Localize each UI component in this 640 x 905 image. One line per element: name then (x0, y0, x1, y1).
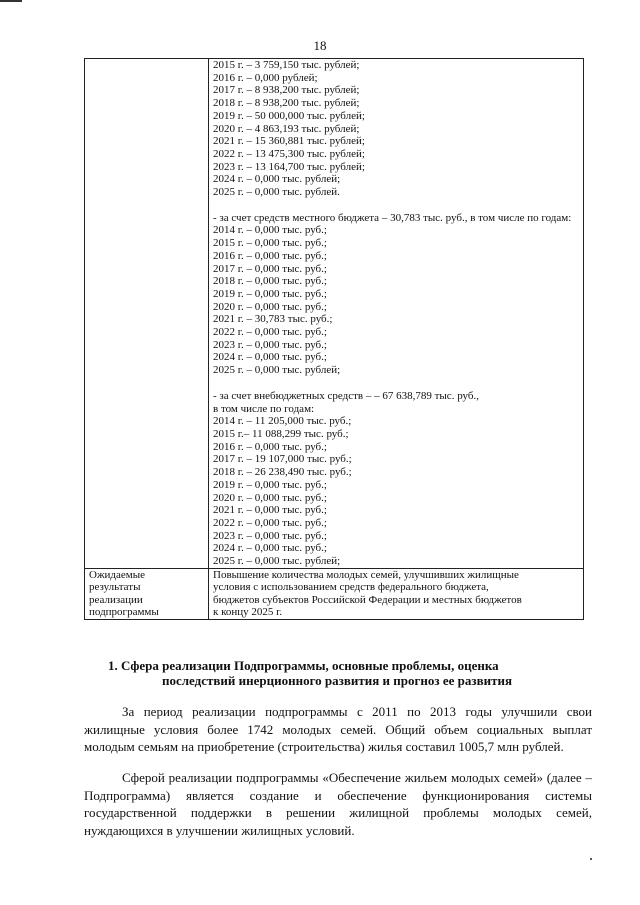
year-line: 2018 г. – 8 938,200 тыс. рублей; (213, 97, 360, 110)
paragraph-scope: Сферой реализации подпрограммы «Обеспечение жильем молодых семей» (далее – Подпрограмма) является создание и обеспечение функционирования системы государственной поддержки в решении жилищной проблемы молодых семей, нуждающихся в улучшении жилищных условий. (84, 770, 592, 838)
year-line: 2017 г. – 0,000 тыс. руб.; (213, 262, 327, 275)
results-text-line: к концу 2025 г. (213, 606, 283, 619)
year-line: 2018 г. – 26 238,490 тыс. руб.; (213, 466, 352, 479)
year-line: 2020 г. – 0,000 тыс. руб.; (213, 491, 327, 504)
year-line: 2019 г. – 50 000,000 тыс. рублей; (213, 109, 365, 122)
year-line: 2023 г. – 0,000 тыс. руб.; (213, 529, 327, 542)
year-line: 2016 г. – 0,000 тыс. руб.; (213, 249, 327, 262)
year-line: 2016 г. – 0,000 рублей; (213, 71, 318, 84)
year-line: 2018 г. – 0,000 тыс. руб.; (213, 275, 327, 288)
paragraph-period-results: За период реализации подпрограммы с 2011 по 2013 годы улучшили свои жилищные условия более 1742 молодых семей. Общий объем социальных выплат молодым семьям на приобретение (строительства) жилья составил 1005,7 млн рублей. (84, 704, 592, 754)
year-line: 2025 г. – 0,000 тыс. рублей; (213, 555, 341, 568)
extrabudget-list (213, 415, 581, 567)
financing-label-cell (85, 59, 209, 569)
program-table (84, 58, 584, 620)
year-line: 2020 г. – 4 863,193 тыс. рублей; (213, 122, 360, 135)
results-label-cell (85, 568, 209, 619)
page-number: 18 (313, 38, 327, 53)
year-line: 2022 г. – 0,000 тыс. руб.; (213, 326, 327, 339)
results-label-line: результаты (89, 581, 141, 594)
financing-row (85, 59, 584, 569)
year-line: 2015 г. – 3 759,150 тыс. рублей; (213, 59, 360, 71)
year-line: 2015 г.– 11 088,299 тыс. руб.; (213, 427, 349, 440)
year-line: 2019 г. – 0,000 тыс. руб.; (213, 478, 327, 491)
year-line: 2017 г. – 19 107,000 тыс. руб.; (213, 453, 352, 466)
results-text-line: условия с использованием средств федерального бюджета, (213, 581, 489, 594)
section-heading (108, 658, 588, 688)
year-line: 2023 г. – 0,000 тыс. руб.; (213, 338, 327, 351)
results-label-line: Ожидаемые (89, 568, 146, 581)
extrabudget-header: - за счет внебюджетных средств – – 67 638,789 тыс. руб., (213, 389, 479, 402)
results-text-line: Повышение количества молодых семей, улучшивших жилищные (213, 568, 519, 581)
year-line: 2019 г. – 0,000 тыс. руб.; (213, 287, 327, 300)
year-line: 2024 г. – 0,000 тыс. рублей; (213, 173, 341, 186)
year-line: 2016 г. – 0,000 тыс. руб.; (213, 440, 327, 453)
year-line: 2017 г. – 8 938,200 тыс. рублей; (213, 84, 360, 97)
extrabudget-header-cont: в том числе по годам: (213, 402, 315, 415)
year-line: 2025 г. – 0,000 тыс. рублей. (213, 186, 340, 199)
year-line: 2015 г. – 0,000 тыс. руб.; (213, 237, 327, 250)
section-heading-line1: 1. Сфера реализации Подпрограммы, основные проблемы, оценка (108, 658, 499, 673)
results-label-line: реализации (89, 593, 143, 606)
year-line: 2022 г. – 0,000 тыс. руб.; (213, 516, 327, 529)
year-line: 2025 г. – 0,000 тыс. рублей; (213, 364, 341, 377)
scan-corner-mark (0, 0, 22, 2)
results-text-cell (209, 568, 584, 619)
local-budget-list (213, 224, 581, 376)
year-line: 2021 г. – 15 360,881 тыс. рублей; (213, 135, 365, 148)
year-line: 2021 г. – 30,783 тыс. руб.; (213, 313, 333, 326)
local-budget-header: - за счет средств местного бюджета – 30,783 тыс. руб., в том числе по годам: (213, 211, 572, 224)
year-line: 2024 г. – 0,000 тыс. руб.; (213, 351, 327, 364)
year-line: 2020 г. – 0,000 тыс. руб.; (213, 300, 327, 313)
section-heading-line2: последствий инерционного развития и прогноз ее развития (162, 673, 513, 688)
year-line: 2014 г. – 0,000 тыс. руб.; (213, 224, 327, 237)
results-label-line: подпрограммы (89, 606, 159, 619)
year-line: 2022 г. – 13 475,300 тыс. рублей; (213, 147, 365, 160)
federal-tail-list (213, 59, 581, 199)
results-row (85, 568, 584, 619)
scan-speck (590, 858, 592, 860)
results-text-line: бюджетов субъектов Российской Федерации и местных бюджетов (213, 593, 522, 606)
financing-cell (209, 59, 584, 569)
year-line: 2014 г. – 11 205,000 тыс. руб.; (213, 415, 352, 428)
year-line: 2024 г. – 0,000 тыс. руб.; (213, 542, 327, 555)
year-line: 2021 г. – 0,000 тыс. руб.; (213, 504, 327, 517)
year-line: 2023 г. – 13 164,700 тыс. рублей; (213, 160, 365, 173)
